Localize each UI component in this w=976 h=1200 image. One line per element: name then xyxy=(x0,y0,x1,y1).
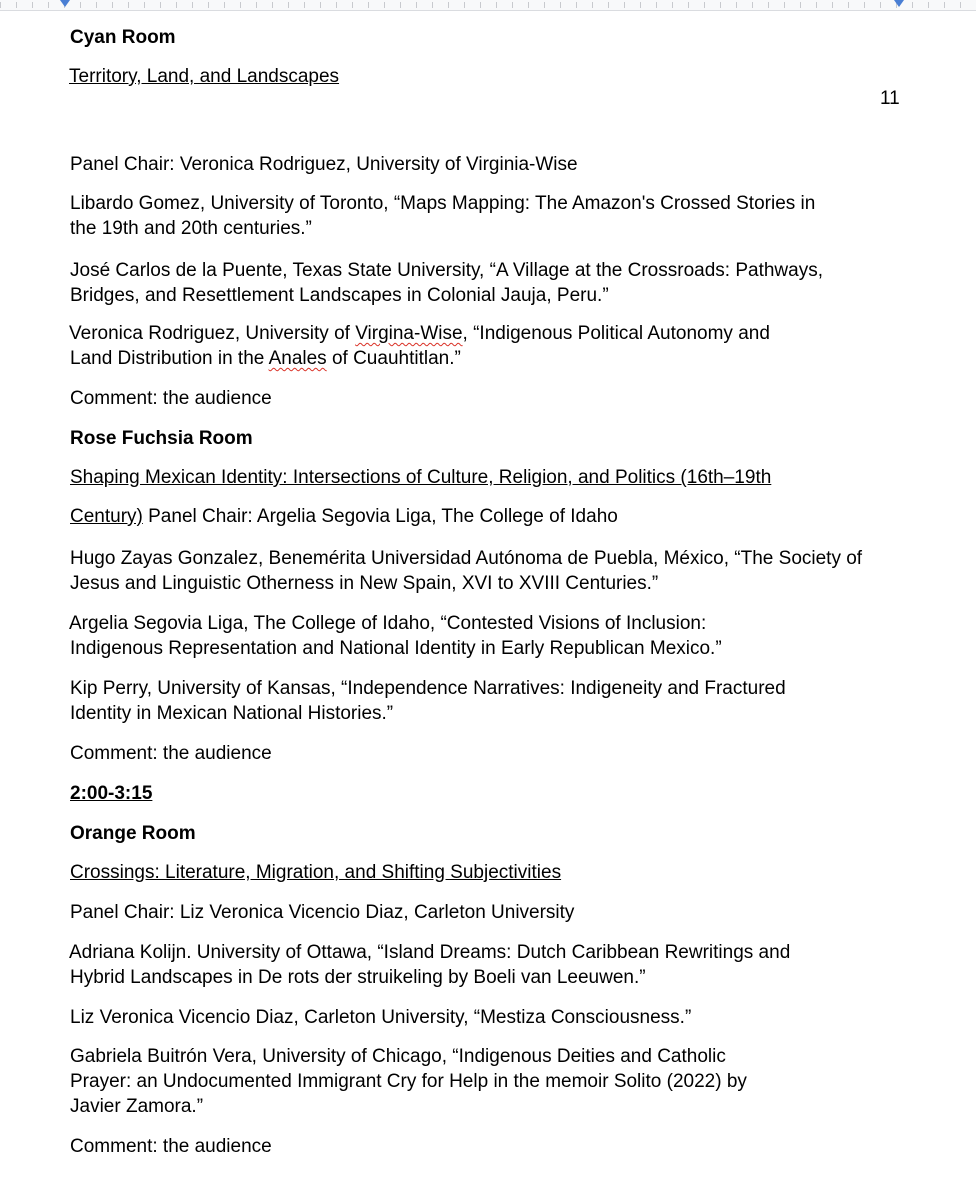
presentation-line: the 19th and 20th centuries.” xyxy=(70,218,312,239)
room-heading-rose-fuchsia: Rose Fuchsia Room xyxy=(70,428,253,449)
presentation-line: Hugo Zayas Gonzalez, Benemérita Universidad Autónoma de Puebla, México, “The Society of xyxy=(70,548,863,569)
presentation-line: Liz Veronica Vicencio Diaz, Carleton University, “Mestiza Consciousness.” xyxy=(70,1007,692,1028)
room-heading-orange: Orange Room xyxy=(70,823,196,844)
presentation-line: Bridges, and Resettlement Landscapes in Colonial Jauja, Peru.” xyxy=(70,285,609,306)
panel-title-cyan: Territory, Land, and Landscapes xyxy=(69,66,340,87)
comment-line: Comment: the audience xyxy=(70,743,272,764)
presentation-line: Prayer: an Undocumented Immigrant Cry for Help in the memoir Solito (2022) by xyxy=(70,1071,747,1092)
presentation-line: Argelia Segovia Liga, The College of Idaho, “Contested Visions of Inclusion: xyxy=(69,613,707,634)
comment-line: Comment: the audience xyxy=(70,1136,272,1157)
spellcheck-flagged-word[interactable]: Anales xyxy=(268,348,327,369)
left-indent-marker[interactable] xyxy=(60,0,70,7)
presentation-line xyxy=(70,346,461,371)
presentation-line: Javier Zamora.” xyxy=(70,1096,204,1117)
presentation-line: Jesus and Linguistic Otherness in New Spain, XVI to XVIII Centuries.” xyxy=(70,573,659,594)
text-span: of Cuauhtitlan.” xyxy=(326,348,461,369)
text-span: Land Distribution in the xyxy=(70,348,269,369)
presentation-line: Libardo Gomez, University of Toronto, “Maps Mapping: The Amazon's Crossed Stories in xyxy=(70,193,816,214)
ruler-ticks xyxy=(0,2,976,8)
panel-title-continuation xyxy=(70,504,618,529)
room-heading-cyan: Cyan Room xyxy=(70,27,176,48)
presentation-line: José Carlos de la Puente, Texas State University, “A Village at the Crossroads: Pathways, xyxy=(70,260,823,281)
presentation-line: Adriana Kolijn. University of Ottawa, “Island Dreams: Dutch Caribbean Rewritings and xyxy=(69,942,791,963)
right-indent-marker[interactable] xyxy=(894,0,904,7)
presentation-line: Hybrid Landscapes in De rots der struikeling by Boeli van Leeuwen.” xyxy=(70,967,646,988)
presentation-line: Identity in Mexican National Histories.” xyxy=(70,703,394,724)
panel-title-orange: Crossings: Literature, Migration, and Shifting Subjectivities xyxy=(70,862,562,883)
time-slot-heading: 2:00-3:15 xyxy=(70,783,153,804)
panel-title-rose-fuchsia-end: Century) xyxy=(70,506,143,527)
ruler[interactable] xyxy=(0,0,976,11)
presentation-line: Kip Perry, University of Kansas, “Independence Narratives: Indigeneity and Fractured xyxy=(70,678,786,699)
text-span: , “Indigenous Political Autonomy and xyxy=(462,323,770,344)
panel-chair-rose-fuchsia: Panel Chair: Argelia Segovia Liga, The College of Idaho xyxy=(142,506,618,527)
presentation-line: Gabriela Buitrón Vera, University of Chicago, “Indigenous Deities and Catholic xyxy=(70,1046,726,1067)
spellcheck-flagged-word[interactable]: Virgina-Wise xyxy=(355,323,463,344)
presentation-line: Indigenous Representation and National Identity in Early Republican Mexico.” xyxy=(70,638,722,659)
panel-chair-orange: Panel Chair: Liz Veronica Vicencio Diaz, Carleton University xyxy=(70,902,575,923)
panel-chair-cyan: Panel Chair: Veronica Rodriguez, University of Virginia-Wise xyxy=(70,154,578,175)
text-span: Veronica Rodriguez, University of xyxy=(69,323,356,344)
panel-title-rose-fuchsia: Shaping Mexican Identity: Intersections of Culture, Religion, and Politics (16th–19th xyxy=(70,467,772,488)
page-number: 11 xyxy=(880,88,900,109)
presentation-line xyxy=(69,321,770,346)
comment-line: Comment: the audience xyxy=(70,388,272,409)
